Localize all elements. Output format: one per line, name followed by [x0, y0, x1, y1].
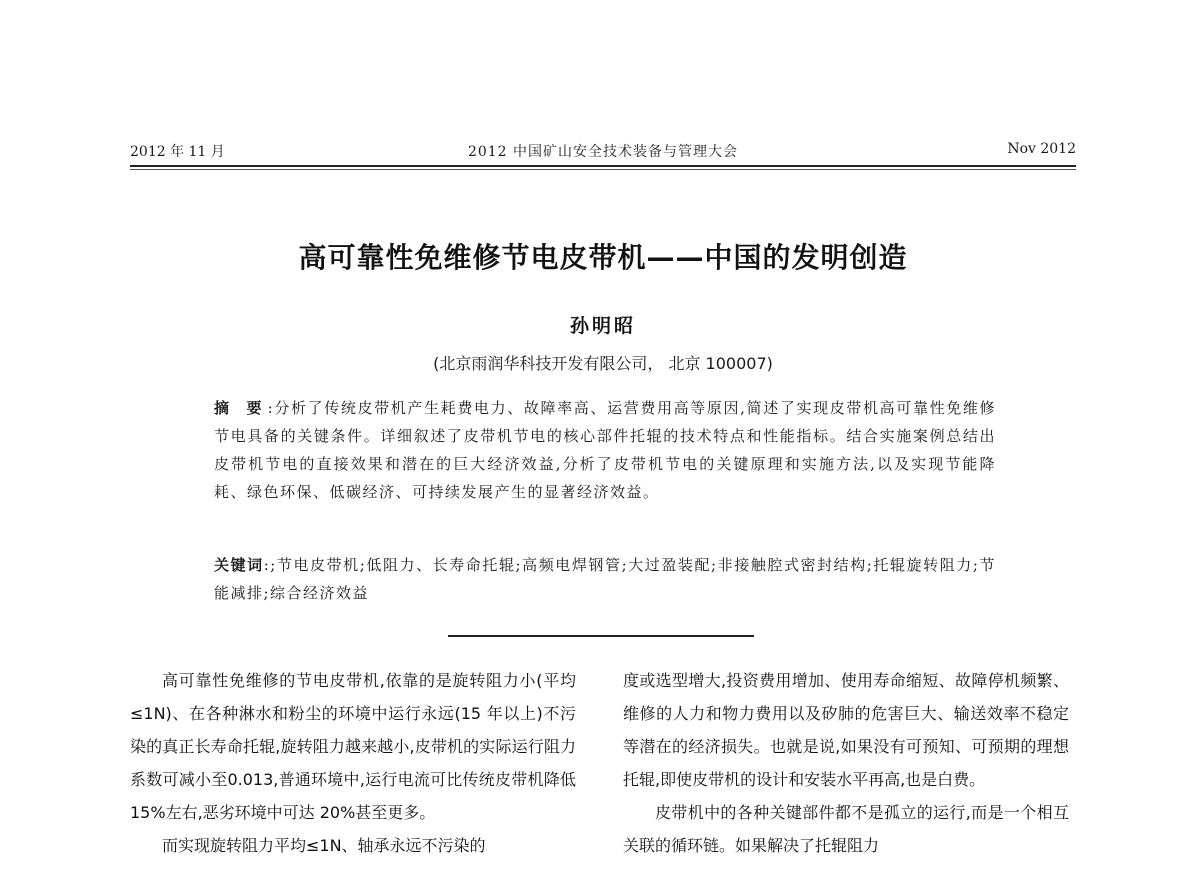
abstract [214, 394, 996, 506]
body-paragraph: 而实现旋转阻力平均≤1N、轴承永远不污染的 [162, 836, 486, 855]
abstract-label: 摘 要 [214, 399, 268, 417]
author: 孙明昭 [569, 315, 636, 337]
abstract-text: :分析了传统皮带机产生耗费电力、故障率高、运营费用高等原因,简述了实现皮带机高可靠性免维修节电具备的关键条件。详细叙述了皮带机节电的核心部件托辊的技术特点和性能指标。结合实施案例总结出皮带机节电的直接效果和潜在的巨大经济效益,分析了皮带机节电的关键原理和实施方法,以及实现节能降耗、绿色环保、低碳经济、可持续发展产生的显著经济效益。 [214, 399, 996, 501]
body-paragraph: 皮带机中的各种关键部件都不是孤立的运行,而是一个相互关联的循环链。如果解决了托辊阻力 [623, 803, 1069, 855]
section-separator [448, 635, 754, 637]
running-header [130, 141, 1076, 163]
paper-title: 高可靠性免维修节电皮带机——中国的发明创造 [298, 241, 908, 274]
header-date-en: Nov 2012 [1007, 141, 1076, 157]
keywords [214, 551, 996, 607]
header-date: 2012 年 11 月 [130, 144, 225, 160]
keywords-label: 关键词 [214, 556, 264, 574]
header-rule-thick [130, 165, 1076, 167]
header-conference: 2012 中国矿山安全技术装备与管理大会 [467, 144, 739, 160]
body-paragraph: 度或选型增大,投资费用增加、使用寿命缩短、故障停机频繁、维修的人力和物力费用以及矽肺的危害巨大、输送效率不稳定等潜在的经济损失。也就是说,如果没有可预知、可预期的理想托辊,即使皮带机的设计和安装水平再高,也是白费。 [623, 671, 1069, 789]
header-rule-thin [130, 169, 1076, 170]
affiliation: (北京雨润华科技开发有限公司， 北京 100007) [433, 354, 773, 373]
body-paragraph: 高可靠性免维修的节电皮带机,依靠的是旋转阻力小(平均≤1N)、在各种淋水和粉尘的环境中运行永远(15 年以上)不污染的真正长寿命托辊,旋转阻力越来越小,皮带机的实际运行阻力系数可减小至0.013,普通环境中,运行电流可比传统皮带机降低 15%左右,恶劣环境中可达 20%甚至更多。 [130, 671, 576, 822]
body-column-right [623, 664, 1069, 862]
keywords-text: :;节电皮带机;低阻力、长寿命托辊;高频电焊钢管;大过盈装配;非接触腔式密封结构;托辊旋转阻力;节能减排;综合经济效益 [214, 556, 996, 602]
body-column-left [130, 664, 576, 862]
